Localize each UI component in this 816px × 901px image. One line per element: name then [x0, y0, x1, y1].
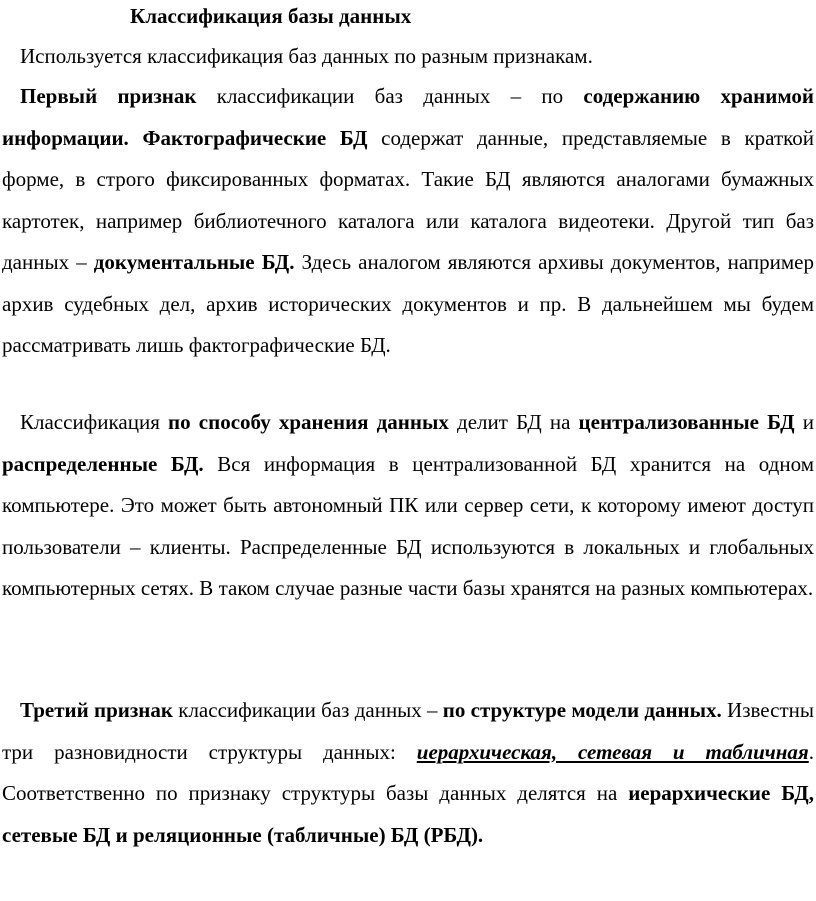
p3-structure-types: иерархическая, сетевая и табличная: [416, 739, 809, 764]
p1-text-b: содержат данные, представляемые в краткой форме, в строго фиксированных форматах. Такие БД являются аналогами бумажных картотек, например библиотечного каталога или каталога видеотеки. Другой тип баз данных –: [2, 125, 814, 274]
p1-content-criterion: содержанию хранимой информации. Фактографические БД: [2, 84, 814, 150]
p3-db-types: иерархические БД, сетевые БД и реляционные (табличные) БД (РБД).: [2, 781, 814, 847]
paragraph-structure-classification: [2, 690, 814, 856]
p3-text-a: классификации баз данных –: [173, 698, 443, 722]
p2-text-d: Вся информация в централизованной БД хранится на одном компьютере. Это может быть автономный ПК или сервер сети, к которому имеют доступ пользователи – клиенты. Распределенные БД используются в локальных и глобальных компьютерных сетях. В таком случае разные части базы хранятся на разных компьютерах.: [2, 451, 814, 600]
p2-text-c: и: [794, 410, 815, 434]
p2-centralized-db: централизованные БД: [578, 410, 795, 434]
p1-documentary-db: документальные БД.: [93, 250, 295, 274]
p3-text-c: . Соответственно по признаку структуры базы данных делятся на: [2, 739, 814, 805]
document-title: Классификация базы данных: [130, 4, 412, 28]
p2-distributed-db: распределенные БД.: [2, 451, 204, 476]
intro-sentence: Используется классификация баз данных по разным признакам.: [20, 44, 593, 68]
p3-third-sign: Третий признак: [20, 698, 173, 722]
p2-text-a: Классификация: [20, 410, 169, 434]
p3-structure-criterion: по структуре модели данных.: [442, 698, 722, 722]
p2-text-b: делит БД на: [448, 410, 579, 434]
p1-first-sign: Первый признак: [20, 84, 197, 108]
p1-text-a: классификации баз данных – по: [196, 84, 584, 108]
p3-text-b: Известны три разновидности структуры данных:: [2, 698, 814, 764]
p1-text-c: Здесь аналогом являются архивы документов, например архив судебных дел, архив исторических документов и пр. В дальнейшем мы будем рассматривать лишь фактографические БД.: [2, 250, 814, 357]
paragraph-storage-classification: [2, 402, 814, 610]
p2-storage-criterion: по способу хранения данных: [168, 410, 449, 434]
paragraph-content-classification: [2, 76, 814, 367]
